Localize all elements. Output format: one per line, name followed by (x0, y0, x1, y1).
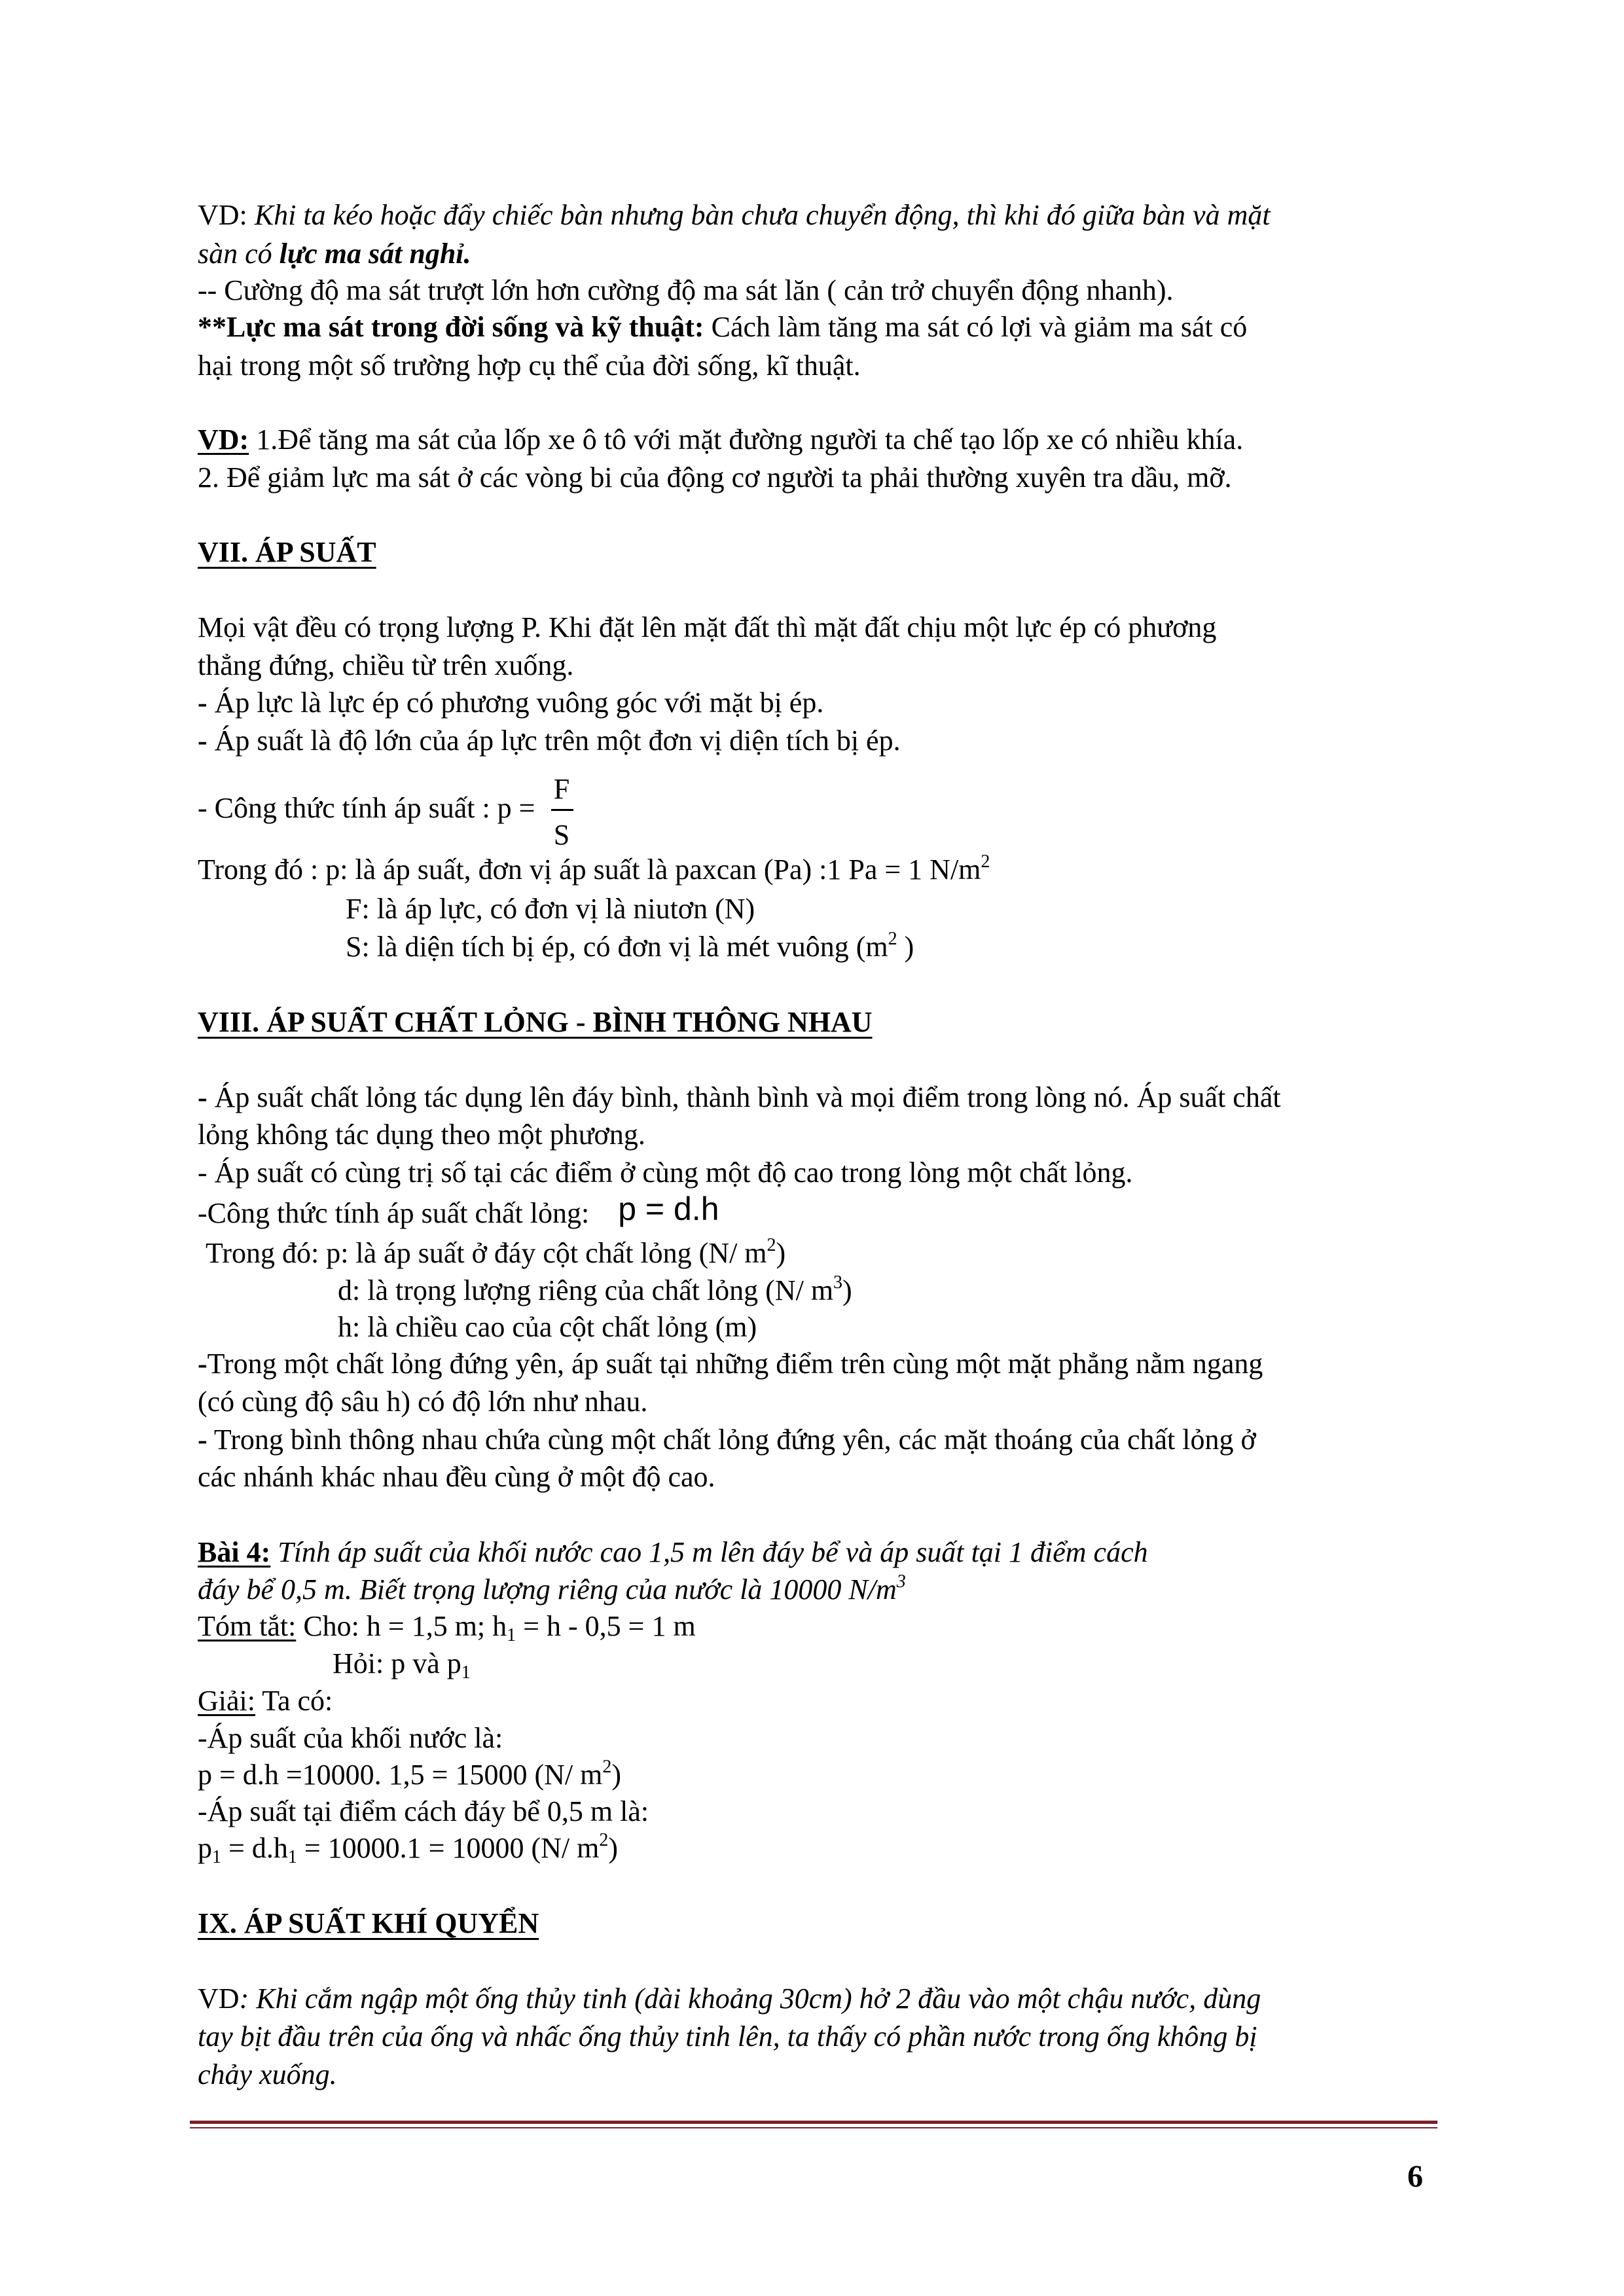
line-text: = 10000.1 = 10000 (N/ m (297, 1832, 600, 1864)
vd-text: Khi ta kéo hoặc đẩy chiếc bàn nhưng bàn chưa chuyển động, thì khi đó giữa bàn và mặt (254, 199, 1271, 231)
superscript: 3 (833, 1272, 843, 1293)
vd-label: VD: (198, 423, 249, 456)
question-text: Tính áp suất của khối nước cao 1,5 m lên đáy bể và áp suất tại 1 điểm cách (270, 1536, 1148, 1568)
line-end: = h - 0,5 = 1 m (516, 1610, 696, 1642)
s7-where-1 (198, 852, 990, 886)
s9-line-1 (198, 1984, 1261, 2013)
s8-line-4 (198, 1191, 719, 1229)
s7-line-2: thẳng đứng, chiều từ trên xuống. (198, 649, 574, 681)
line-text: Trong một chất lỏng đứng yên, áp suất tại những điểm trên cùng một mặt phẳng nằm ngang (207, 1348, 1263, 1380)
liquid-pressure-formula: p = d.h (618, 1191, 719, 1227)
s7-line-3 (198, 689, 823, 717)
s8-line-5 (198, 1350, 1263, 1378)
line-text: Áp lực là lực ép có phương vuông góc với mặt bị ép. (207, 687, 824, 719)
question-asked (333, 1647, 471, 1683)
solution-line-1: -Áp suất của khối nước là: (198, 1722, 503, 1754)
s8-line-3: - Áp suất có cùng trị số tại các điểm ở cùng một độ cao trong lòng một chất lỏng. (198, 1157, 1133, 1189)
line-text: : Khi cắm ngập một ống thủy tinh (dài khoảng 30cm) hở 2 đầu vào một chậu nước, dùng (239, 1982, 1261, 2015)
s8-line-6: (có cùng độ sâu h) có độ lớn như nhau. (198, 1386, 648, 1418)
line-text: p = d.h =10000. 1,5 = 15000 (N/ m (198, 1759, 603, 1791)
s9-line-3: chảy xuống. (198, 2058, 337, 2090)
superscript: 2 (888, 929, 897, 949)
superscript: 2 (767, 1235, 776, 1255)
line-text: d: là trọng lượng riêng của chất lỏng (N/ m (338, 1274, 834, 1306)
subscript: 1 (461, 1662, 471, 1683)
s6-line-5: hại trong một số trường hợp cụ thể của đời sống, kĩ thuật. (198, 350, 861, 382)
line-text: Trong bình thông nhau chứa cùng một chất lỏng đứng yên, các mặt thoáng của chất lỏng ở (207, 1424, 1256, 1456)
s6-line-1 (198, 201, 1271, 230)
s7-where-2: F: là áp lực, có đơn vị là niutơn (N) (346, 893, 755, 925)
superscript: 3 (896, 1571, 906, 1592)
line-text: Trong đó : p: là áp suất, đơn vị áp suất là paxcan (Pa) :1 Pa = 1 N/m (198, 853, 981, 886)
vd-label: VD: (198, 199, 255, 231)
s8-line-1 (198, 1083, 1281, 1112)
line-text: Ta có: (255, 1685, 333, 1717)
dash: - (198, 1081, 208, 1113)
formula-label: - Công thức tính áp suất : p = (198, 792, 535, 824)
solution-intro (198, 1687, 333, 1715)
s8-line-8: các nhánh khác nhau đều cùng ở một độ cao. (198, 1461, 715, 1493)
s8-line-2: lỏng không tác dụng theo một phương. (198, 1119, 645, 1151)
s8-where-1 (206, 1235, 786, 1269)
s8-where-3: h: là chiều cao của cột chất lỏng (m) (338, 1311, 757, 1343)
line-text: 1.Để tăng ma sát của lốp xe ô tô với mặt đường người ta chế tạo lốp xe có nhiều khía. (249, 423, 1244, 456)
summary-line (198, 1610, 696, 1645)
s8-where-2 (338, 1272, 852, 1306)
exercise-4-question-1 (198, 1538, 1148, 1567)
s8-line-7 (198, 1426, 1256, 1454)
s6-line-6 (198, 425, 1243, 454)
line-end: ) (897, 931, 914, 963)
subscript: 1 (507, 1625, 516, 1645)
s6-line-2 (198, 240, 471, 268)
line-end: ) (776, 1237, 786, 1269)
line-text: p (198, 1832, 212, 1864)
s6-line-4 (198, 313, 1247, 342)
line-text: Cách làm tăng ma sát có lợi và giảm ma sát có (704, 311, 1248, 343)
fraction-bar (551, 809, 573, 811)
superscript: 2 (981, 852, 990, 872)
solution-label: Giải: (198, 1685, 255, 1717)
s7-line-1: Mọi vật đều có trọng lượng P. Khi đặt lên mặt đất thì mặt đất chịu một lực ép có phương (198, 611, 1217, 643)
superscript: 2 (602, 1757, 612, 1777)
footer-rule-thick (190, 2121, 1437, 2124)
page-number: 6 (1407, 2159, 1423, 2194)
exercise-4-question-2 (198, 1571, 906, 1605)
superscript: 2 (599, 1830, 609, 1850)
line-text: = d.h (221, 1832, 288, 1864)
subscript: 1 (212, 1847, 221, 1867)
vd-text-cont: sàn có (198, 238, 280, 270)
vd-bold-term: lực ma sát nghỉ. (279, 238, 471, 270)
question-text: đáy bể 0,5 m. Biết trọng lượng riêng của nước là 10000 N/m (198, 1573, 897, 1605)
s9-line-2: tay bịt đầu trên của ống và nhấc ống thủy tinh lên, ta thấy có phần nước trong ống không bị (198, 2020, 1257, 2053)
solution-line-4 (198, 1830, 618, 1867)
section-heading-vii: VII. ÁP SUẤT (198, 536, 376, 568)
footer-rule-thin (190, 2127, 1437, 2128)
s6-line-3: -- Cường độ ma sát trượt lớn hơn cường độ ma sát lăn ( cản trở chuyển động nhanh). (198, 274, 1174, 306)
line-end: ) (611, 1759, 621, 1791)
s6-line-7: 2. Để giảm lực ma sát ở các vòng bi của động cơ người ta phải thường xuyên tra dầu, mỡ. (198, 461, 1232, 493)
line-text: S: là diện tích bị ép, có đơn vị là mét vuông (m (346, 931, 888, 963)
line-text: Áp suất chất lỏng tác dụng lên đáy bình, thành bình và mọi điểm trong lòng nó. Áp suất chất (207, 1081, 1281, 1113)
line-text: -Công thức tính áp suất chất lỏng: (198, 1197, 590, 1229)
s7-where-3 (346, 929, 914, 963)
fraction-denominator: S (553, 819, 570, 851)
line-text: Hỏi: p và p (333, 1647, 461, 1679)
line-text: Trong đó: p: là áp suất ở đáy cột chất lỏng (N/ m (206, 1237, 767, 1269)
dash: - (198, 1424, 208, 1456)
s7-line-4 (198, 726, 901, 755)
summary-label: Tóm tắt: (198, 1610, 297, 1642)
solution-line-3: -Áp suất tại điểm cách đáy bể 0,5 m là: (198, 1795, 649, 1827)
line-end: ) (842, 1274, 852, 1306)
line-text: Cho: h = 1,5 m; h (296, 1610, 507, 1642)
fraction-numerator: F (553, 773, 570, 805)
vd-label: VD (198, 1982, 240, 2015)
line-text: Áp suất là độ lớn của áp lực trên một đơn vị diện tích bị ép. (207, 725, 901, 757)
line-end: ) (608, 1832, 618, 1864)
solution-line-2 (198, 1757, 621, 1791)
bold-term: **Lực ma sát trong đời sống và kỹ thuật: (198, 311, 704, 343)
subscript: 1 (287, 1847, 297, 1867)
section-heading-ix: IX. ÁP SUẤT KHÍ QUYỂN (198, 1907, 539, 1939)
dash: - (198, 1348, 208, 1380)
dash: - (198, 725, 208, 757)
exercise-label: Bài 4: (198, 1536, 271, 1568)
section-heading-viii: VIII. ÁP SUẤT CHẤT LỎNG - BÌNH THÔNG NHAU (198, 1006, 873, 1038)
dash: - (198, 687, 208, 719)
